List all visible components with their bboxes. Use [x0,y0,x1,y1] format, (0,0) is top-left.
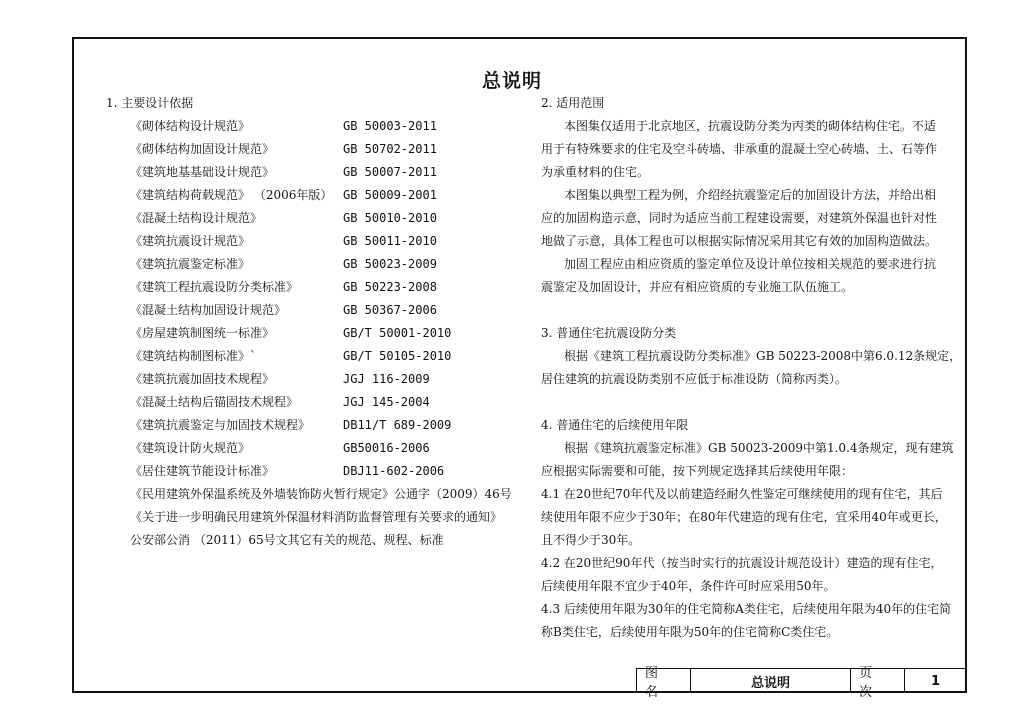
reference-code: DBJ11-602-2006 [343,464,445,478]
reference-code: GB 50223-2008 [343,280,437,294]
section-2-line: 用于有特殊要求的住宅及空斗砖墙、非承重的混凝土空心砖墙、土、石等作 [541,142,938,156]
reference-name: 《混凝土结构后锚固技术规程》 [130,395,299,409]
section-3-line: 根据《建筑工程抗震设防分类标准》GB 50223-2008中第6.0.12条规定， [564,349,962,363]
reference-name: 《混凝土结构加固设计规范》 [130,303,287,317]
section-2-line: 地做了示意，具体工程也可以根据实际情况采用其它有效的加固构造做法。 [541,234,938,248]
section-2-line: 为承重材料的住宅。 [541,165,650,179]
page-title: 总说明 [481,70,542,92]
drawing-frame [72,37,967,693]
reference-code: GB 50007-2011 [343,165,437,179]
section-4-heading: 4. 普通住宅的后续使用年限 [541,418,689,432]
reference-name: 《房屋建筑制图统一标准》 [130,326,275,340]
section-4-line: 4.2 在20世纪90年代（按当时实行的抗震设计规范设计）建造的现有住宅， [541,556,943,570]
title-block [636,666,966,700]
section-4-line: 称B类住宅，后续使用年限为50年的住宅简称C类住宅。 [541,625,839,639]
reference-code: GB 50009-2001 [343,188,437,202]
reference-name: 《建筑结构制图标准》` [130,349,257,363]
reference-code: JGJ 145-2004 [343,395,430,409]
reference-code: GB 50003-2011 [343,119,437,133]
reference-name: 《混凝土结构设计规范》 [130,211,263,225]
drawing-name-value: 总说明 [691,669,851,693]
page-number-label: 页次 [851,669,905,693]
section-1-heading: 1. 主要设计依据 [106,96,194,110]
section-2-line: 本图集仅适用于北京地区，抗震设防分类为丙类的砌体结构住宅。不适 [564,119,937,133]
reference-name: 《居住建筑节能设计标准》 [130,464,275,478]
reference-code: DB11/T 689-2009 [343,418,452,432]
reference-name: 《砌体结构加固设计规范》 [130,142,275,156]
section-4-line: 后续使用年限不宜少于40年，条件许可时应采用50年。 [541,579,836,593]
drawing-name-label: 图名 [637,669,691,693]
section-3-line: 居住建筑的抗震设防类别不应低于标准设防（简称丙类）。 [541,372,848,386]
reference-name: 《建筑抗震加固技术规程》 [130,372,275,386]
reference-name: 《建筑地基基础设计规范》 [130,165,275,179]
section-2-line: 震鉴定及加固设计，并应有相应资质的专业施工队伍施工。 [541,280,854,294]
reference-name: 《建筑抗震鉴定标准》 [130,257,251,271]
reference-name: 《建筑抗震设计规范》 [130,234,251,248]
section-2-line: 应的加固构造示意，同时为适应当前工程建设需要，对建筑外保温也针对性 [541,211,938,225]
section-4-line: 4.3 后续使用年限为30年的住宅简称A类住宅，后续使用年限为40年的住宅简 [541,602,952,616]
reference-name: 《建筑抗震鉴定与加固技术规程》 [130,418,311,432]
section-4-line: 4.1 在20世纪70年代及以前建造经耐久性鉴定可继续使用的现有住宅，其后 [541,487,943,501]
section-3-heading: 3. 普通住宅抗震设防分类 [541,326,677,340]
reference-extra-line: 《关于进一步明确民用建筑外保温材料消防监督管理有关要求的通知》 [130,510,503,524]
section-4-line: 且不得少于30年。 [541,533,641,547]
reference-name: 《建筑设计防火规范》 [130,441,251,455]
reference-extra-line: 公安部公消 （2011）65号文其它有关的规范、规程、标准 [130,533,444,547]
reference-code: GB 50367-2006 [343,303,437,317]
section-2-heading: 2. 适用范围 [541,96,605,110]
section-2-line: 加固工程应由相应资质的鉴定单位及设计单位按相关规范的要求进行抗 [564,257,937,271]
reference-code: GB 50010-2010 [343,211,437,225]
reference-code: GB/T 50001-2010 [343,326,452,340]
section-4-line: 根据《建筑抗震鉴定标准》GB 50023-2009中第1.0.4条规定，现有建筑 [564,441,954,455]
page-number-value: 1 [930,673,941,689]
section-2-line: 本图集以典型工程为例，介绍经抗震鉴定后的加固设计方法，并给出相 [564,188,937,202]
reference-code: GB 50011-2010 [343,234,437,248]
reference-extra-line: 《民用建筑外保温系统及外墙装饰防火暂行规定》公通字（2009）46号 [130,487,512,501]
reference-code: GB 50023-2009 [343,257,437,271]
section-4-line: 应根据实际需要和可能，按下列规定选择其后续使用年限： [541,464,854,478]
reference-name: 《建筑工程抗震设防分类标准》 [130,280,299,294]
reference-name: 《砌体结构设计规范》 [130,119,251,133]
section-4-line: 续使用年限不应少于30年；在80年代建造的现有住宅，宜采用40年或更长， [541,510,947,524]
reference-code: JGJ 116-2009 [343,372,430,386]
reference-code: GB 50702-2011 [343,142,437,156]
reference-code: GB50016-2006 [343,441,430,455]
reference-name: 《建筑结构荷载规范》 （2006年版） [130,188,333,202]
reference-code: GB/T 50105-2010 [343,349,452,363]
